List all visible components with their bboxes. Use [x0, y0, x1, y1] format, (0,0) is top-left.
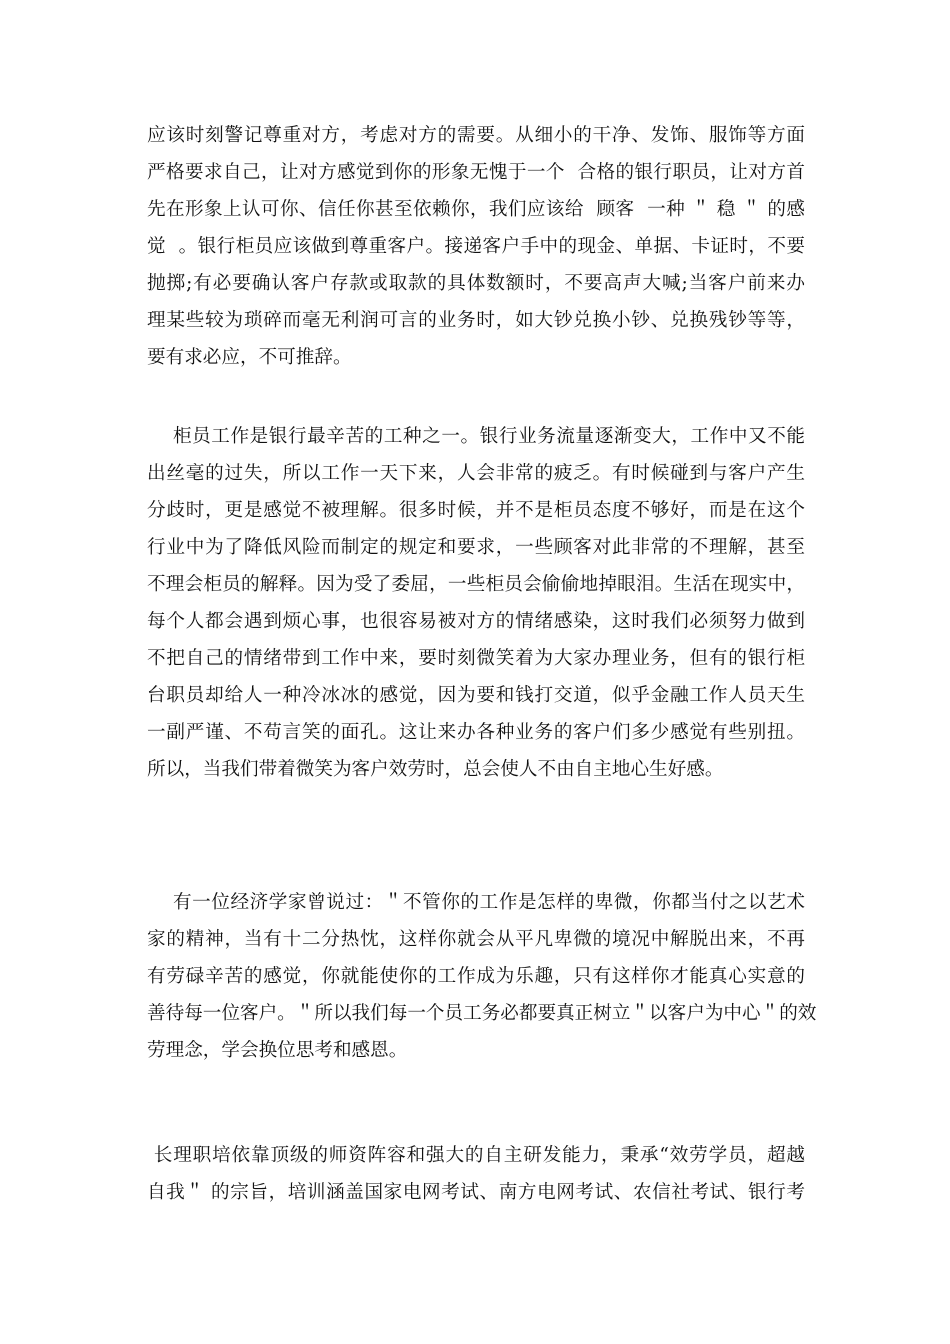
text-line: 觉 。银行柜员应该做到尊重客户。接递客户手中的现金、单据、卡证时，不要	[147, 236, 805, 257]
text-line: 一副严谨、不苟言笑的面孔。这让来办各种业务的客户们多少感觉有些别扭。	[147, 722, 805, 743]
text-line: 理某些较为琐碎而毫无利润可言的业务时，如大钞兑换小钞、兑换残钞等等，	[147, 310, 805, 331]
text-line: 不理会柜员的解释。因为受了委屈，一些柜员会偷偷地掉眼泪。生活在现实中，	[147, 574, 805, 595]
text-line: 出丝毫的过失，所以工作一天下来，人会非常的疲乏。有时候碰到与客户产生	[147, 463, 805, 484]
text-line: 不把自己的情绪带到工作中来，要时刻微笑着为大家办理业务，但有的银行柜	[147, 648, 805, 669]
paragraph-teller-hardship	[147, 418, 805, 788]
text-line: 行业中为了降低风险而制定的规定和要求，一些顾客对此非常的不理解，甚至	[147, 537, 805, 558]
text-line: 长理职培依靠顶级的师资阵容和强大的自主研发能力，秉承“效劳学员，超越	[147, 1145, 805, 1166]
text-line: 劳理念，学会换位思考和感恩。	[147, 1040, 408, 1061]
text-line: 柜员工作是银行最辛苦的工种之一。银行业务流量逐渐变大，工作中又不能	[147, 426, 805, 447]
text-line: 要有求必应，不可推辞。	[147, 347, 352, 368]
text-line: 分歧时，更是感觉不被理解。很多时候，并不是柜员态度不够好，而是在这个	[147, 500, 805, 521]
text-line: 有一位经济学家曾说过：＂不管你的工作是怎样的卑微，你都当付之以艺术	[147, 892, 805, 913]
text-line: 抛掷;有必要确认客户存款或取款的具体数额时，不要高声大喊;当客户前来办	[147, 273, 805, 294]
paragraph-economist-quote	[147, 884, 817, 1069]
text-line: 有劳碌辛苦的感觉，你就能使你的工作成为乐趣，只有这样你才能真心实意的	[147, 966, 805, 987]
text-line: 每个人都会遇到烦心事，也很容易被对方的情绪感染，这时我们必须努力做到	[147, 611, 805, 632]
text-line: 台职员却给人一种冷冰冰的感觉，因为要和钱打交道，似乎金融工作人员天生	[147, 685, 805, 706]
text-line: 善待每一位客户。＂所以我们每一个员工务必都要真正树立＂以客户为中心＂的效	[147, 1003, 817, 1024]
text-line: 严格要求自己，让对方感觉到你的形象无愧于一个 合格的银行职员，让对方首	[147, 162, 805, 183]
paragraph-training-promo	[147, 1137, 805, 1211]
text-line: 应该时刻警记尊重对方，考虑对方的需要。从细小的干净、发饰、服饰等方面	[147, 125, 805, 146]
text-line: 自我＂ 的宗旨，培训涵盖国家电网考试、南方电网考试、农信社考试、银行考	[147, 1182, 805, 1203]
paragraph-respect-customers	[147, 117, 805, 376]
text-line: 先在形象上认可你、信任你甚至依赖你，我们应该给 顾客 一种 ＂ 稳 ＂ 的感	[147, 199, 805, 220]
text-line: 所以，当我们带着微笑为客户效劳时，总会使人不由自主地心生好感。	[147, 759, 724, 780]
text-line: 家的精神，当有十二分热忱，这样你就会从平凡卑微的境况中解脱出来，不再	[147, 929, 805, 950]
